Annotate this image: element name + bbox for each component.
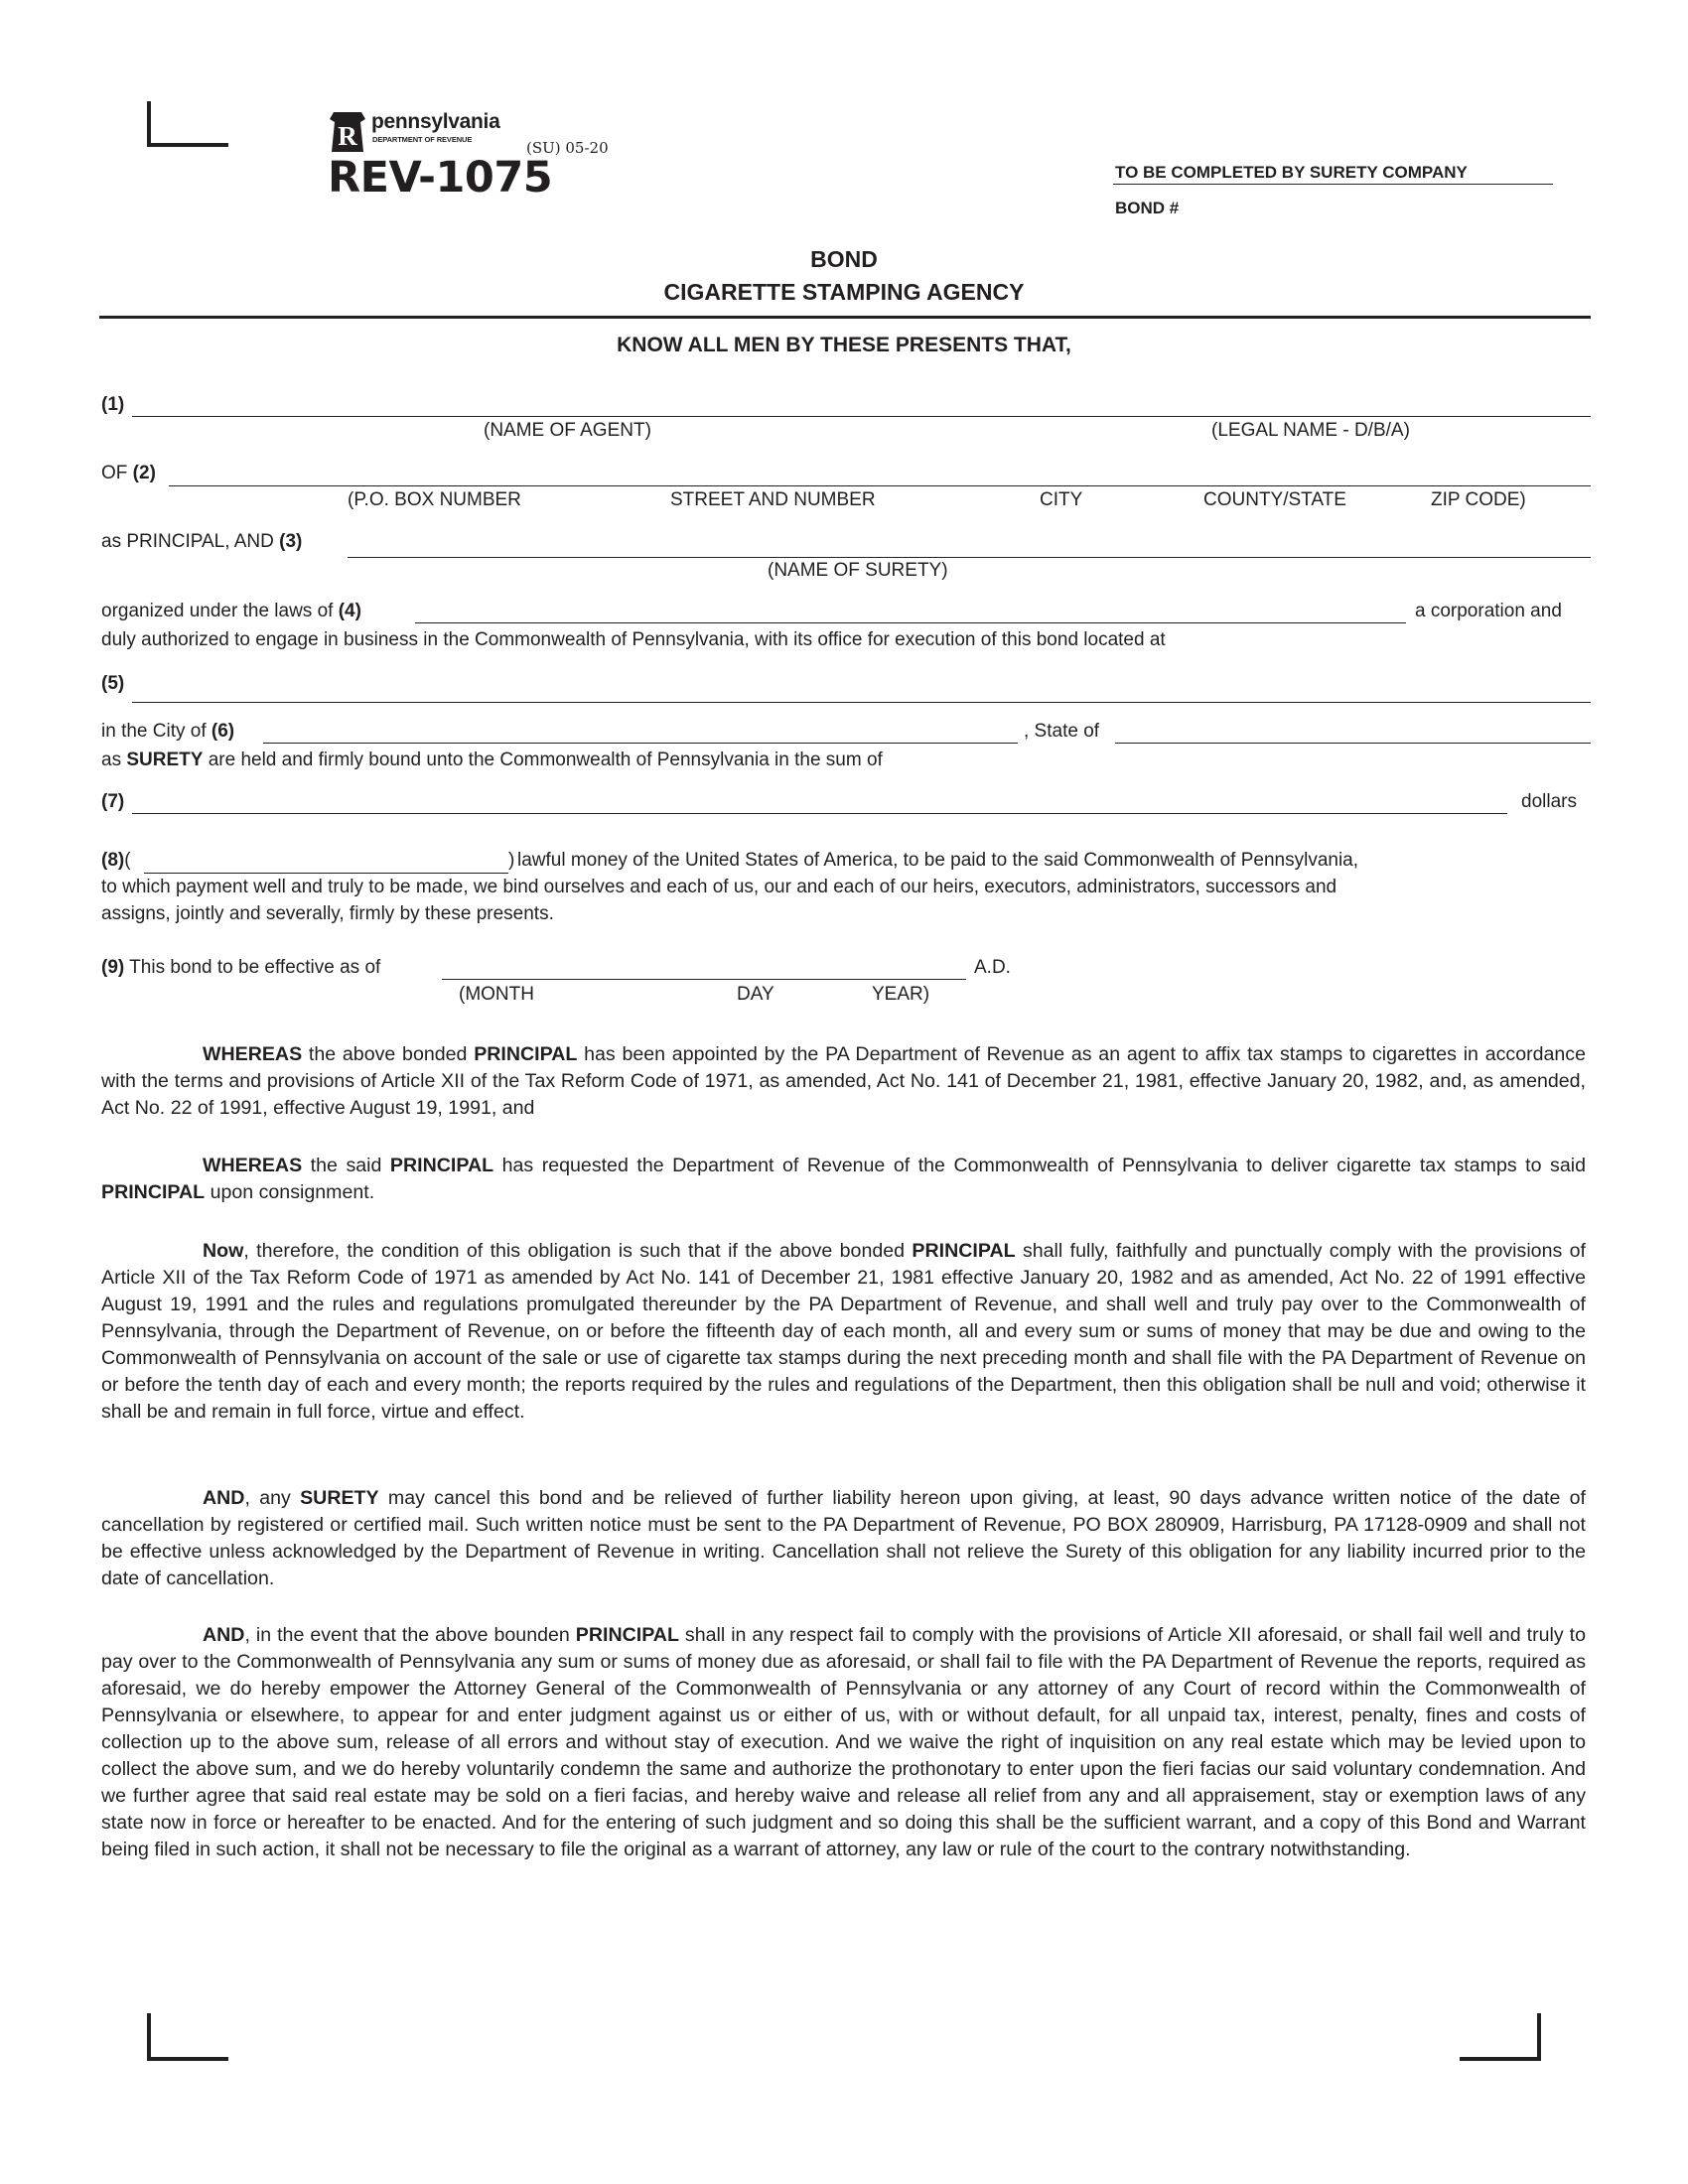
field-9-input-line[interactable] (442, 979, 966, 980)
field-1-label: (1) (101, 394, 125, 415)
crop-mark-bottom-left (147, 2013, 151, 2061)
field-8-line2: to which payment well and truly to be made, we bind ourselves and each of us, our and each of our heirs, executors, administrators, successors and (101, 877, 1337, 897)
field-7-suffix: dollars (1521, 791, 1577, 812)
field-1-caption-agent: (NAME OF AGENT) (484, 420, 651, 441)
surety-notice: TO BE COMPLETED BY SURETY COMPANY (1115, 163, 1468, 182)
field-6-state-input-line[interactable] (1115, 743, 1591, 744)
field-1-input-line[interactable] (132, 416, 1591, 417)
crop-mark-top-left-h (147, 143, 228, 147)
bond-number-label: BOND # (1115, 199, 1180, 217)
field-9-label: (9) This bond to be effective as of (101, 957, 381, 978)
paragraph-and-judgment: AND, in the event that the above bounden PRINCIPAL shall in any respect fail to comply with the provisions of Article XII aforesaid, or shall fail well and truly to pay over to the Commonwealth of Pennsylvania any sum or sums of money due as aforesaid, or shall fail to file with the PA Department of Revenue the reports, required as aforesaid, we do hereby empower the Attorney General of the Commonwealth of Pennsylvania or any attorney of any Court of record within the Commonwealth of Pennsylvania or elsewhere, to appear for and enter judgment against us or either of us, with or without default, for all unpaid tax, interest, penalty, fines and costs of collection up to the above sum, release of all errors and without stay of execution. And we waive the right of inquisition on any real estate which may be levied upon to collect the above sum, and we do hereby voluntarily condemn the same and authorize the prothonotary to enter upon the fieri facias our said voluntary condemnation. And we further agree that said real estate may be sold on a fieri facias, and hereby waive and release all relief from any and all appraisement, stay or exemption laws of any state now in force or hereafter to be enacted. And for the entering of such judgment and so doing this shall be the sufficient warrant, and a copy of this Bond and Warrant being filed in such action, it shall not be necessary to file the original as a warrant of attorney, any law or rule of the court to the contrary notwithstanding. (101, 1624, 1586, 1860)
field-9-caption-day: DAY (737, 984, 774, 1005)
field-3-label: as PRINCIPAL, AND (3) (101, 531, 303, 552)
field-2-caption-city: CITY (1040, 489, 1083, 510)
field-4-suffix: a corporation and (1415, 601, 1562, 621)
field-6-state-label: , State of (1024, 721, 1100, 742)
field-6-label: in the City of (6) (101, 721, 235, 742)
surety-notice-underline (1113, 184, 1553, 185)
field-4-label: organized under the laws of (4) (101, 601, 361, 621)
keystone-icon (328, 110, 367, 154)
crop-mark-bottom-right (1537, 2013, 1541, 2061)
field-7-label: (7) (101, 791, 125, 812)
field-8-line3: assigns, jointly and severally, firmly by these presents. (101, 903, 554, 924)
field-6-city-input-line[interactable] (263, 743, 1018, 744)
crop-mark-bottom-left-h (147, 2057, 228, 2061)
form-version: (SU) 05-20 (526, 139, 609, 157)
field-2-caption-street: STREET AND NUMBER (670, 489, 876, 510)
field-9-caption-month: (MONTH (459, 984, 534, 1005)
paragraph-whereas-2: WHEREAS the said PRINCIPAL has requested the Department of Revenue of the Commonwealth of Pennsylvania to deliver cigarette tax stamps to said PRINCIPAL upon consignment. (101, 1155, 1586, 1203)
form-number: REV-1075 (328, 153, 553, 203)
title-agency: CIGARETTE STAMPING AGENCY (663, 279, 1025, 305)
field-2-caption-po: (P.O. BOX NUMBER (348, 489, 521, 510)
field-2-input-line[interactable] (169, 485, 1591, 486)
title-rule (99, 316, 1591, 319)
logo-text: pennsylvania (371, 110, 500, 133)
field-8-text: lawful money of the United States of America, to be paid to the said Commonwealth of Pennsylvania, (517, 850, 1359, 871)
pa-keystone-logo (328, 110, 367, 154)
field-1-caption-legal: (LEGAL NAME - D/B/A) (1211, 420, 1410, 441)
crop-mark-top-left (147, 101, 151, 147)
field-7-input-line[interactable] (132, 813, 1507, 814)
surety-bound-line: as SURETY are held and firmly bound unto the Commonwealth of Pennsylvania in the sum of (101, 750, 883, 770)
field-9-suffix: A.D. (974, 957, 1011, 978)
logo-letter: R (338, 121, 357, 151)
field-8-label: (8)( (101, 850, 131, 871)
field-8-close-paren: ) (508, 850, 515, 871)
field-4-input-line[interactable] (415, 622, 1406, 623)
crop-mark-bottom-right-h (1460, 2057, 1541, 2061)
preamble: KNOW ALL MEN BY THESE PRESENTS THAT, (617, 334, 1071, 356)
field-3-caption: (NAME OF SURETY) (768, 560, 948, 581)
paragraph-whereas-1: WHEREAS the above bonded PRINCIPAL has been appointed by the PA Department of Revenue as an agent to affix tax stamps to cigarettes in accordance with the terms and provisions of Article XII of the Tax Reform Code of 1971, as amended, Act No. 141 of December 21, 1981, effective January 20, 1982, and, as amended, Act No. 22 of 1991, effective August 19, 1991, and (101, 1043, 1586, 1119)
field-2-caption-zip: ZIP CODE) (1431, 489, 1526, 510)
field-9-caption-year: YEAR) (872, 984, 930, 1005)
title-bond: BOND (810, 246, 878, 272)
field-5-input-line[interactable] (132, 702, 1591, 703)
paragraph-and-surety: AND, any SURETY may cancel this bond and be relieved of further liability hereon upon giving, at least, 90 days advance written notice of the date of cancellation by registered or certified mail. Such written notice must be sent to the PA Department of Revenue, PO BOX 280909, Harrisburg, PA 17128-0909 and shall not be effective unless acknowledged by the Department of Revenue in writing. Cancellation shall not relieve the Surety of this obligation for any liability incurred prior to the date of cancellation. (101, 1487, 1586, 1589)
field-2-caption-county: COUNTY/STATE (1203, 489, 1346, 510)
field-4-line2: duly authorized to engage in business in the Commonwealth of Pennsylvania, with its office for execution of this bond located at (101, 629, 1166, 650)
paragraph-now-therefore: Now, therefore, the condition of this obligation is such that if the above bonded PRINCIPAL shall fully, faithfully and punctually comply with the provisions of Article XII of the Tax Reform Code of 1971 as amended by Act No. 141 of December 21, 1981 effective January 20, 1982 and as amended, Act No. 22 of 1991 effective August 19, 1991 and the rules and regulations promulgated thereunder by the PA Department of Revenue, and shall well and truly pay over to the Commonwealth of Pennsylvania, through the Department of Revenue, on or before the fifteenth day of each month, all and every sum or sums of money that may be due and owing to the Commonwealth of Pennsylvania on account of the sale or use of cigarette tax stamps during the next preceding month and shall file with the PA Department of Revenue on or before the tenth day of each and every month; the reports required by the rules and regulations of the Department, then this obligation shall be null and void; otherwise it shall be and remain in full force, virtue and effect. (101, 1240, 1586, 1423)
field-5-label: (5) (101, 673, 125, 694)
logo-subtext: DEPARTMENT OF REVENUE (372, 135, 473, 144)
field-3-input-line[interactable] (348, 557, 1591, 558)
field-8-input-line[interactable] (144, 873, 508, 874)
field-2-label: OF (2) (101, 463, 156, 483)
